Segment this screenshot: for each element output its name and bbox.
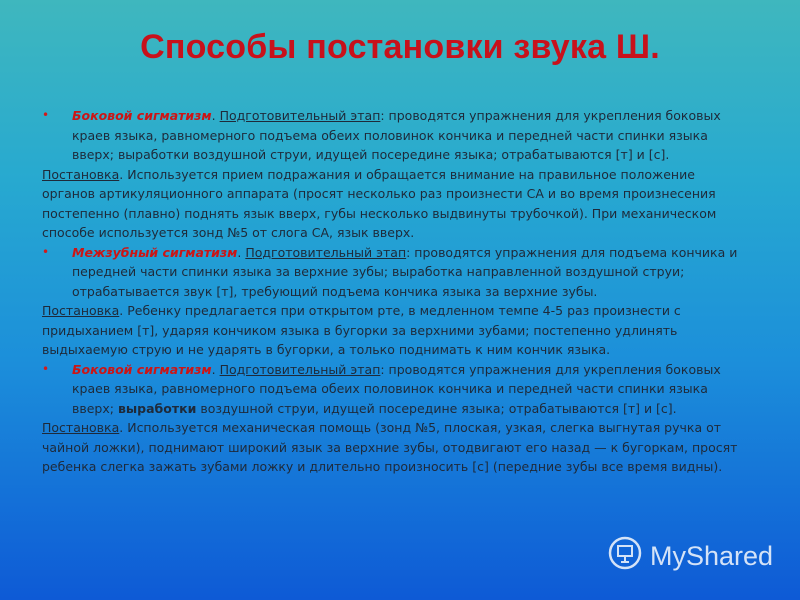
bold-word: выработки: [117, 400, 197, 416]
stage-label: Подготовительный этап: [245, 244, 407, 260]
bullet-item-lateral-2: [42, 360, 742, 419]
paragraph-text: . Используется прием подражания и обращается внимание на правильное положение органов артикуляционного аппарата (просят несколько раз произнести СА и во время произнесения постепенно (плавно) поднять язык вверх, губы несколько выдвинуты трубочкой). При механическом способе используется зонд №5 от слога СА, язык вверх.: [42, 166, 717, 240]
bullet-dot: •: [42, 244, 50, 259]
bullet-dot: •: [42, 108, 50, 122]
bullet-item-interdental: [42, 243, 742, 302]
paragraph-text: . Используется механическая помощь (зонд №5, плоская, узкая, слегка выгнутая ручка от чайной ложки), поднимают широкий язык за верхние зубы, отодвигают его назад — к бугоркам, просят ребенка слегка зажать зубами ложку и длительно произносить [с] (передние зубы все время видны).: [42, 420, 738, 474]
setup-label: Постановка: [42, 166, 120, 182]
bullet-text: : проводятся упражнения для подъема кончика и передней части спинки языка за верхние зубы; выработка направленной воздушной струи; отрабатывается звук [т], требующий подъема кончика языка за верхние зубы.: [72, 244, 738, 299]
slide-content: [42, 106, 742, 477]
paragraph-setup-3: [42, 418, 742, 477]
paragraph-setup-2: [42, 301, 742, 360]
watermark-logo: [608, 538, 773, 574]
paragraph-text: . Ребенку предлагается при открытом рте, в медленном темпе 4-5 раз произнести с придыханием [т], ударяя кончиком языка в бугорки за верхними зубами; постепенно удлинять выдыхаемую струю и не ударять в бугорки, а только поднимать к ним кончик языка.: [42, 303, 681, 357]
stage-label: Подготовительный этап: [219, 108, 381, 123]
slide-title: Способы постановки звука Ш.: [140, 28, 660, 66]
stage-label: Подготовительный этап: [219, 361, 381, 377]
watermark-text: MyShared: [650, 540, 774, 571]
term-label: Боковой сигматизм: [72, 361, 212, 377]
bullet-item-lateral-1: [42, 106, 742, 165]
separator: .: [211, 361, 220, 377]
paragraph-setup-1: [42, 165, 742, 243]
setup-label: Постановка: [42, 420, 120, 435]
separator: .: [211, 108, 220, 123]
separator: .: [237, 244, 246, 260]
term-label: Межзубный сигматизм: [72, 244, 238, 260]
bullet-text: : проводятся упражнения для укрепления боковых краев языка, равномерного подъема обеих половинок кончика и передней части спинки языка вверх; выработки воздушной струи, идущей посередине языка; отрабатываются [т] и [с].: [72, 108, 721, 162]
presentation-board-icon: [608, 536, 642, 577]
bullet-text-a: : проводятся упражнения для укрепления боковых краев языка, равномерного подъема обеих половинок кончика и передней части спинки языка вверх;: [72, 361, 721, 416]
term-label: Боковой сигматизм: [72, 108, 212, 123]
bullet-dot: •: [42, 361, 50, 376]
setup-label: Постановка: [42, 303, 120, 318]
bullet-text-b: воздушной струи, идущей посередине языка; отрабатываются [т] и [с].: [196, 400, 677, 416]
